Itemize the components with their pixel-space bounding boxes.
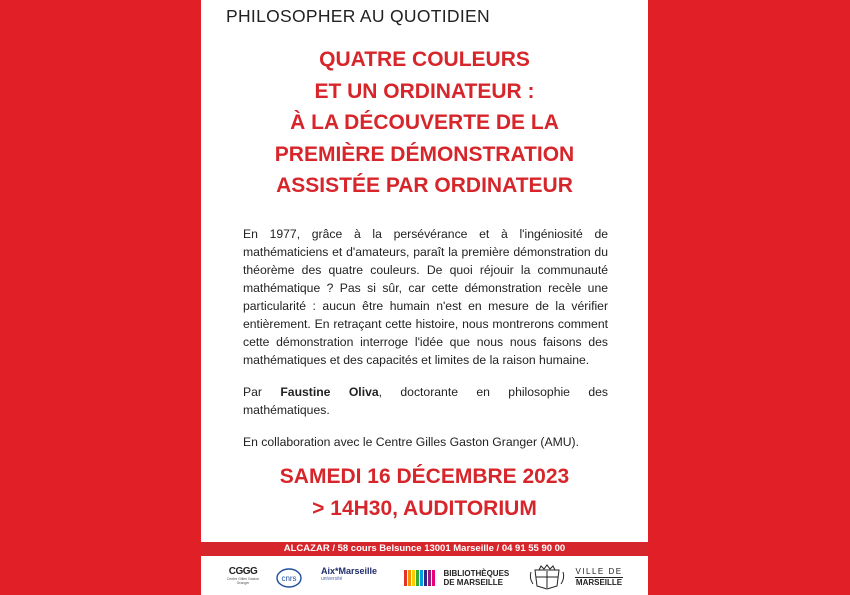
author-credit	[243, 383, 608, 419]
description	[243, 225, 608, 451]
event-date: SAMEDI 16 DÉCEMBRE 2023	[279, 465, 570, 488]
cggg-logo	[223, 566, 263, 585]
title-line: PREMIÈRE DÉMONSTRATION	[274, 142, 575, 166]
color-bars-icon	[404, 568, 436, 588]
title-line: ASSISTÉE PAR ORDINATEUR	[276, 174, 573, 197]
ville-marseille-logo	[527, 564, 623, 590]
cggg-logo-text: CGGG	[228, 566, 258, 577]
description-paragraph: En 1977, grâce à la persévérance et à l'ingéniosité de mathématiciens et d'amateurs, paraît la première démonstration du théorème des quatre couleurs. De quoi réjouir la communauté mathématique ? Pas si sûr, car cette démonstration recèle une particularité : aucun être humain n'est en mesure de la vérifier entièrement. En retraçant cette histoire, nous montrerons comment cette démonstration interroge l'idée que nous nous faisons des mathématiques et des capacités et limites de la raison humaine.	[243, 227, 608, 367]
event-time-place: > 14H30, AUDITORIUM	[312, 497, 537, 520]
bm-line-2: DE MARSEILLE	[443, 578, 504, 587]
cnrs-emblem-icon	[276, 568, 302, 588]
event-schedule	[201, 461, 648, 525]
bibliotheques-logo-text	[443, 569, 509, 587]
vm-line-2: MARSEILLE	[575, 577, 623, 587]
author-prefix: Par	[243, 385, 281, 399]
partner-logos	[201, 560, 648, 595]
title-line: ET UN ORDINATEUR :	[314, 79, 535, 103]
title-line: QUATRE COULEURS	[319, 48, 530, 71]
amu-logo-subtext: université	[321, 576, 343, 582]
cnrs-logo-text: cnrs	[281, 574, 297, 583]
event-title	[201, 44, 648, 202]
author-name: Faustine Oliva	[280, 385, 379, 399]
poster	[201, 0, 648, 595]
amu-logo	[321, 566, 399, 582]
city-crest-icon	[527, 564, 567, 590]
bm-line-1: BIBLIOTHÈQUES	[443, 569, 510, 578]
vm-line-1: VILLE DE	[575, 566, 623, 576]
title-line: À LA DÉCOUVERTE DE LA	[290, 111, 559, 134]
venue-address: ALCAZAR / 58 cours Belsunce 13001 Marseille / 04 91 55 90 00	[201, 542, 648, 556]
ville-marseille-logo-text	[575, 567, 622, 588]
collaboration-note: En collaboration avec le Centre Gilles Gaston Granger (AMU).	[243, 435, 579, 449]
cggg-logo-subtext: Centre Gilles Gaston Granger	[226, 577, 260, 585]
amu-logo-text: Aix*Marseille	[321, 566, 378, 576]
bibliotheques-logo	[404, 568, 509, 588]
cnrs-logo	[276, 568, 302, 593]
author-suffix: , doctorante en philosophie des mathématiques.	[243, 385, 608, 417]
series-title: PHILOSOPHER AU QUOTIDIEN	[226, 6, 490, 26]
